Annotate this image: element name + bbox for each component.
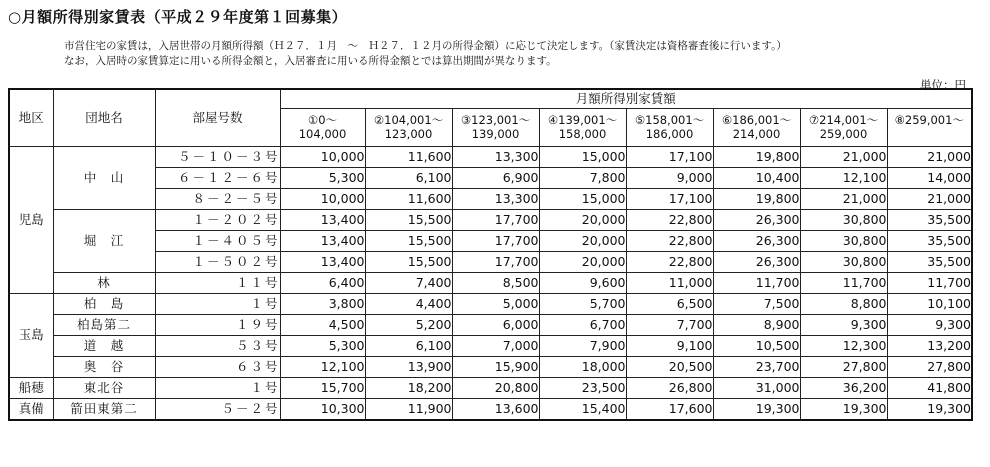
rent-value-cell: 11,000: [626, 273, 713, 294]
rent-value-cell: 18,000: [539, 357, 626, 378]
rent-value-cell: 17,700: [452, 210, 539, 231]
rent-value-cell: 4,400: [365, 294, 452, 315]
rent-value-cell: 6,700: [539, 315, 626, 336]
bracket-header: ⑦214,001～ 259,000: [800, 109, 887, 147]
rent-value-cell: 8,800: [800, 294, 887, 315]
header-area: 地区: [9, 89, 53, 147]
rent-value-cell: 12,100: [280, 357, 365, 378]
header-room-number: 部屋号数: [155, 89, 280, 147]
rent-value-cell: 22,800: [626, 231, 713, 252]
rent-value-cell: 19,800: [713, 189, 800, 210]
rent-value-cell: 26,300: [713, 252, 800, 273]
rent-value-cell: 11,600: [365, 189, 452, 210]
room-number-cell: ８－２－５号: [155, 189, 280, 210]
room-number-cell: １１号: [155, 273, 280, 294]
rent-value-cell: 23,500: [539, 378, 626, 399]
header-rent-by-income: 月額所得別家賃額: [280, 89, 972, 109]
rent-value-cell: 9,100: [626, 336, 713, 357]
rent-value-cell: 5,700: [539, 294, 626, 315]
rent-value-cell: 9,600: [539, 273, 626, 294]
unit-label: 単位：円: [920, 78, 966, 92]
rent-value-cell: 11,700: [713, 273, 800, 294]
rent-value-cell: 15,000: [539, 189, 626, 210]
rent-value-cell: 20,000: [539, 252, 626, 273]
page-title: ○月額所得別家賃表（平成２９年度第１回募集）: [8, 8, 348, 26]
rent-value-cell: 17,100: [626, 147, 713, 168]
rent-value-cell: 13,300: [452, 189, 539, 210]
estate-name-cell: 奥 谷: [53, 357, 155, 378]
rent-value-cell: 10,000: [280, 147, 365, 168]
rent-value-cell: 6,900: [452, 168, 539, 189]
rent-value-cell: 26,300: [713, 231, 800, 252]
rent-value-cell: 6,100: [365, 336, 452, 357]
rent-value-cell: 21,000: [887, 189, 972, 210]
room-number-cell: ５－１０－３号: [155, 147, 280, 168]
rent-value-cell: 12,100: [800, 168, 887, 189]
bracket-header: ①0～ 104,000: [280, 109, 365, 147]
rent-value-cell: 31,000: [713, 378, 800, 399]
rent-value-cell: 6,000: [452, 315, 539, 336]
rent-value-cell: 19,300: [713, 399, 800, 421]
rent-value-cell: 9,300: [800, 315, 887, 336]
rent-value-cell: 13,400: [280, 231, 365, 252]
header-estate-name: 団地名: [53, 89, 155, 147]
rent-value-cell: 13,300: [452, 147, 539, 168]
table-row: [9, 357, 972, 378]
rent-value-cell: 15,000: [539, 147, 626, 168]
rent-value-cell: 5,300: [280, 168, 365, 189]
rent-value-cell: 5,300: [280, 336, 365, 357]
rent-value-cell: 11,700: [800, 273, 887, 294]
estate-name-cell: 道 越: [53, 336, 155, 357]
rent-value-cell: 20,000: [539, 231, 626, 252]
rent-value-cell: 19,300: [800, 399, 887, 421]
area-cell: 真備: [9, 399, 53, 421]
rent-value-cell: 23,700: [713, 357, 800, 378]
rent-value-cell: 11,600: [365, 147, 452, 168]
rent-value-cell: 15,700: [280, 378, 365, 399]
rent-value-cell: 15,500: [365, 210, 452, 231]
header-row: [9, 89, 972, 109]
rent-value-cell: 13,400: [280, 252, 365, 273]
rent-value-cell: 7,700: [626, 315, 713, 336]
rent-value-cell: 7,400: [365, 273, 452, 294]
bracket-header: ②104,001～ 123,000: [365, 109, 452, 147]
rent-value-cell: 18,200: [365, 378, 452, 399]
area-cell: 船穂: [9, 378, 53, 399]
rent-value-cell: 22,800: [626, 252, 713, 273]
rent-value-cell: 27,800: [800, 357, 887, 378]
rent-value-cell: 7,000: [452, 336, 539, 357]
rent-value-cell: 17,600: [626, 399, 713, 421]
table-row: [9, 210, 972, 231]
rent-value-cell: 7,500: [713, 294, 800, 315]
estate-name-cell: 林: [53, 273, 155, 294]
rent-value-cell: 20,800: [452, 378, 539, 399]
room-number-cell: １－４０５号: [155, 231, 280, 252]
rent-value-cell: 17,100: [626, 189, 713, 210]
room-number-cell: １号: [155, 378, 280, 399]
table-row: [9, 378, 972, 399]
rent-value-cell: 13,600: [452, 399, 539, 421]
rent-value-cell: 19,300: [887, 399, 972, 421]
rent-value-cell: 30,800: [800, 231, 887, 252]
rent-value-cell: 6,400: [280, 273, 365, 294]
room-number-cell: １－２０２号: [155, 210, 280, 231]
rent-value-cell: 27,800: [887, 357, 972, 378]
room-number-cell: ６３号: [155, 357, 280, 378]
rent-value-cell: 13,400: [280, 210, 365, 231]
area-cell: 玉島: [9, 294, 53, 378]
rent-value-cell: 10,100: [887, 294, 972, 315]
bracket-header: ④139,001～ 158,000: [539, 109, 626, 147]
rent-value-cell: 10,400: [713, 168, 800, 189]
rent-value-cell: 5,200: [365, 315, 452, 336]
room-number-cell: １号: [155, 294, 280, 315]
rent-value-cell: 15,900: [452, 357, 539, 378]
rent-value-cell: 26,300: [713, 210, 800, 231]
bracket-header: ⑥186,001～ 214,000: [713, 109, 800, 147]
rent-value-cell: 6,500: [626, 294, 713, 315]
estate-name-cell: 柏 島: [53, 294, 155, 315]
room-number-cell: ５３号: [155, 336, 280, 357]
rent-value-cell: 11,900: [365, 399, 452, 421]
rent-value-cell: 7,800: [539, 168, 626, 189]
rent-value-cell: 10,000: [280, 189, 365, 210]
room-number-cell: １９号: [155, 315, 280, 336]
rent-value-cell: 10,500: [713, 336, 800, 357]
rent-table: [8, 88, 973, 421]
rent-value-cell: 9,300: [887, 315, 972, 336]
estate-name-cell: 東北谷: [53, 378, 155, 399]
table-row: [9, 294, 972, 315]
rent-value-cell: 12,300: [800, 336, 887, 357]
rent-value-cell: 21,000: [800, 189, 887, 210]
rent-value-cell: 8,500: [452, 273, 539, 294]
rent-value-cell: 30,800: [800, 210, 887, 231]
area-cell: 児島: [9, 147, 53, 294]
estate-name-cell: 箭田東第二: [53, 399, 155, 421]
room-number-cell: １－５０２号: [155, 252, 280, 273]
rent-value-cell: 21,000: [887, 147, 972, 168]
rent-value-cell: 26,800: [626, 378, 713, 399]
room-number-cell: ６－１２－６号: [155, 168, 280, 189]
rent-note: 市営住宅の家賃は，入居世帯の月額所得額（Ｈ２７．１月 ～ Ｈ２７．１２月の所得金額）に応じて決定します。（家賃決定は資格審査後に行います。）: [64, 40, 787, 52]
rent-value-cell: 36,200: [800, 378, 887, 399]
rent-value-cell: 35,500: [887, 231, 972, 252]
rent-value-cell: 30,800: [800, 252, 887, 273]
rent-value-cell: 20,500: [626, 357, 713, 378]
rent-value-cell: 41,800: [887, 378, 972, 399]
bracket-header: ⑤158,001～ 186,000: [626, 109, 713, 147]
rent-value-cell: 10,300: [280, 399, 365, 421]
rent-value-cell: 14,000: [887, 168, 972, 189]
table-row: [9, 336, 972, 357]
rent-value-cell: 17,700: [452, 252, 539, 273]
bracket-header: ⑧259,001～: [887, 109, 972, 147]
room-number-cell: ５－２号: [155, 399, 280, 421]
rent-value-cell: 35,500: [887, 210, 972, 231]
rent-value-cell: 19,800: [713, 147, 800, 168]
rent-value-cell: 21,000: [800, 147, 887, 168]
rent-value-cell: 17,700: [452, 231, 539, 252]
table-row: [9, 315, 972, 336]
table-row: [9, 147, 972, 168]
rent-value-cell: 35,500: [887, 252, 972, 273]
bracket-header: ③123,001～ 139,000: [452, 109, 539, 147]
rent-value-cell: 8,900: [713, 315, 800, 336]
table-row: [9, 399, 972, 421]
table-row: [9, 273, 972, 294]
rent-value-cell: 7,900: [539, 336, 626, 357]
rent-value-cell: 15,500: [365, 252, 452, 273]
rent-value-cell: 22,800: [626, 210, 713, 231]
rent-value-cell: 4,500: [280, 315, 365, 336]
rent-value-cell: 9,000: [626, 168, 713, 189]
rent-value-cell: 20,000: [539, 210, 626, 231]
rent-value-cell: 11,700: [887, 273, 972, 294]
rent-value-cell: 5,000: [452, 294, 539, 315]
rent-value-cell: 6,100: [365, 168, 452, 189]
period-note: なお，入居時の家賃算定に用いる所得金額と，入居審査に用いる所得金額とでは算出期間が異なります。: [64, 55, 557, 67]
rent-value-cell: 3,800: [280, 294, 365, 315]
rent-value-cell: 15,400: [539, 399, 626, 421]
rent-value-cell: 15,500: [365, 231, 452, 252]
estate-name-cell: 堀 江: [53, 210, 155, 273]
estate-name-cell: 中 山: [53, 147, 155, 210]
rent-value-cell: 13,200: [887, 336, 972, 357]
estate-name-cell: 柏島第二: [53, 315, 155, 336]
rent-value-cell: 13,900: [365, 357, 452, 378]
